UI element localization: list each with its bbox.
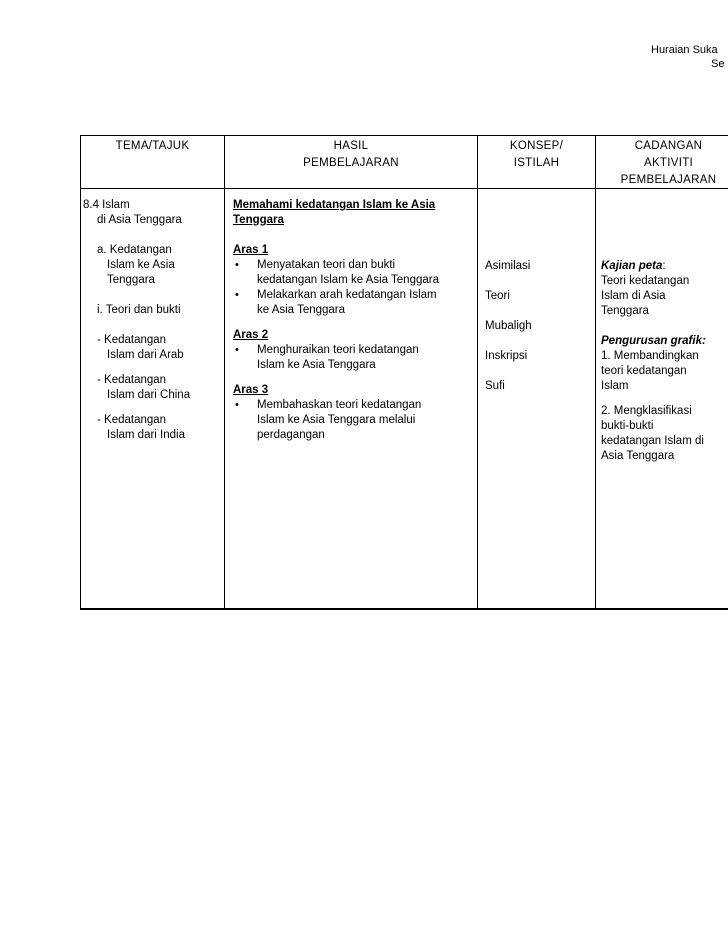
bullet-icon: • [235, 259, 239, 271]
hasil-cell [233, 198, 475, 443]
aras-3-label: Aras 3 [233, 384, 269, 396]
bullet-text: Islam ke Asia Tenggara melalui [257, 414, 416, 426]
header-cadangan-aktiviti [596, 138, 728, 189]
header-tema-tajuk-text: TEMA/TAJUK [115, 140, 190, 152]
aktiviti-line: teori kedatangan [601, 365, 687, 377]
header-hasil-pembelajaran [225, 138, 477, 172]
header-tema-tajuk [81, 138, 224, 155]
tema-line: i. Teori dan bukti [97, 304, 181, 316]
konsep-term: Asimilasi [485, 260, 531, 272]
tema-line: Islam dari Arab [107, 349, 184, 361]
header-konsep-line1: KONSEP/ [509, 140, 564, 152]
bullet-text: Islam ke Asia Tenggara [257, 359, 376, 371]
aras-3-bullet-1 [233, 398, 475, 443]
aras-1-bullet-2 [233, 288, 475, 318]
aktiviti-line: Teori kedatangan [601, 275, 690, 287]
aktiviti-line: Asia Tenggara [601, 450, 675, 462]
header-konsep-istilah [478, 138, 595, 172]
aktiviti-line: kedatangan Islam di [601, 435, 704, 447]
tema-line: Islam dari India [107, 429, 185, 441]
running-header-line1: Huraian Suka [651, 44, 718, 56]
tema-line: - Kedatangan [97, 414, 167, 426]
header-cadangan-line3: PEMBELAJARAN [620, 174, 717, 186]
bullet-text: perdagangan [257, 429, 325, 441]
konsep-term: Mubaligh [485, 320, 532, 332]
aktiviti-line: Islam di Asia [601, 290, 666, 302]
bullet-text: Membahaskan teori kedatangan [257, 399, 422, 411]
tema-line: 8.4 Islam [83, 199, 130, 211]
tema-line: - Kedatangan [97, 334, 167, 346]
bullet-text: Melakarkan arah kedatangan Islam [257, 289, 437, 301]
tema-line: - Kedatangan [97, 374, 167, 386]
bullet-icon: • [235, 289, 239, 301]
column-divider-3 [595, 136, 596, 608]
kajian-peta-title: Kajian peta [601, 260, 663, 272]
tema-line: Tenggara [107, 274, 155, 286]
konsep-term: Sufi [485, 380, 505, 392]
konsep-term: Teori [485, 290, 510, 302]
aras-2-label: Aras 2 [233, 329, 269, 341]
aktiviti-line: bukti-bukti [601, 420, 654, 432]
header-konsep-line2: ISTILAH [513, 157, 560, 169]
kajian-peta-heading [601, 259, 728, 274]
header-hasil-line1: HASIL [333, 140, 369, 152]
pengurusan-grafik-colon: : [701, 335, 706, 347]
aktiviti-line: Islam [601, 380, 629, 392]
kajian-peta-colon: : [662, 260, 666, 272]
tema-line: a. Kedatangan [97, 244, 172, 256]
bullet-icon: • [235, 399, 239, 411]
tema-line: Islam dari China [107, 389, 191, 401]
aras-1-label: Aras 1 [233, 244, 269, 256]
bullet-text: kedatangan Islam ke Asia Tenggara [257, 274, 439, 286]
tema-line: Islam ke Asia [107, 259, 175, 271]
hasil-title-line2: Tenggara [233, 214, 284, 226]
column-divider-2 [477, 136, 478, 608]
pengurusan-grafik-title: Pengurusan grafik [601, 335, 702, 347]
aras-2-bullet-1 [233, 343, 475, 373]
column-divider-1 [224, 136, 225, 608]
bullet-text: Menyatakan teori dan bukti [257, 259, 396, 271]
konsep-term: Inskripsi [485, 350, 528, 362]
konsep-cell [485, 259, 593, 394]
syllabus-table [80, 135, 728, 610]
aktiviti-cell [601, 259, 728, 464]
bullet-text: ke Asia Tenggara [257, 304, 346, 316]
bullet-icon: • [235, 344, 239, 356]
tema-cell [83, 198, 223, 443]
bullet-text: Menghuraikan teori kedatangan [257, 344, 419, 356]
running-header-line2: Se [711, 58, 725, 70]
aras-1-bullet-1 [233, 258, 475, 288]
header-cadangan-line2: AKTIVITI [643, 157, 694, 169]
aktiviti-line: 1. Membandingkan [601, 350, 699, 362]
hasil-title-line1: Memahami kedatangan Islam ke Asia [233, 199, 436, 211]
aktiviti-line: 2. Mengklasifikasi [601, 405, 692, 417]
header-cadangan-line1: CADANGAN [634, 140, 703, 152]
pengurusan-grafik-heading [601, 334, 728, 349]
aktiviti-line: Tenggara [601, 305, 649, 317]
tema-line: di Asia Tenggara [97, 214, 182, 226]
header-hasil-line2: PEMBELAJARAN [303, 157, 399, 169]
